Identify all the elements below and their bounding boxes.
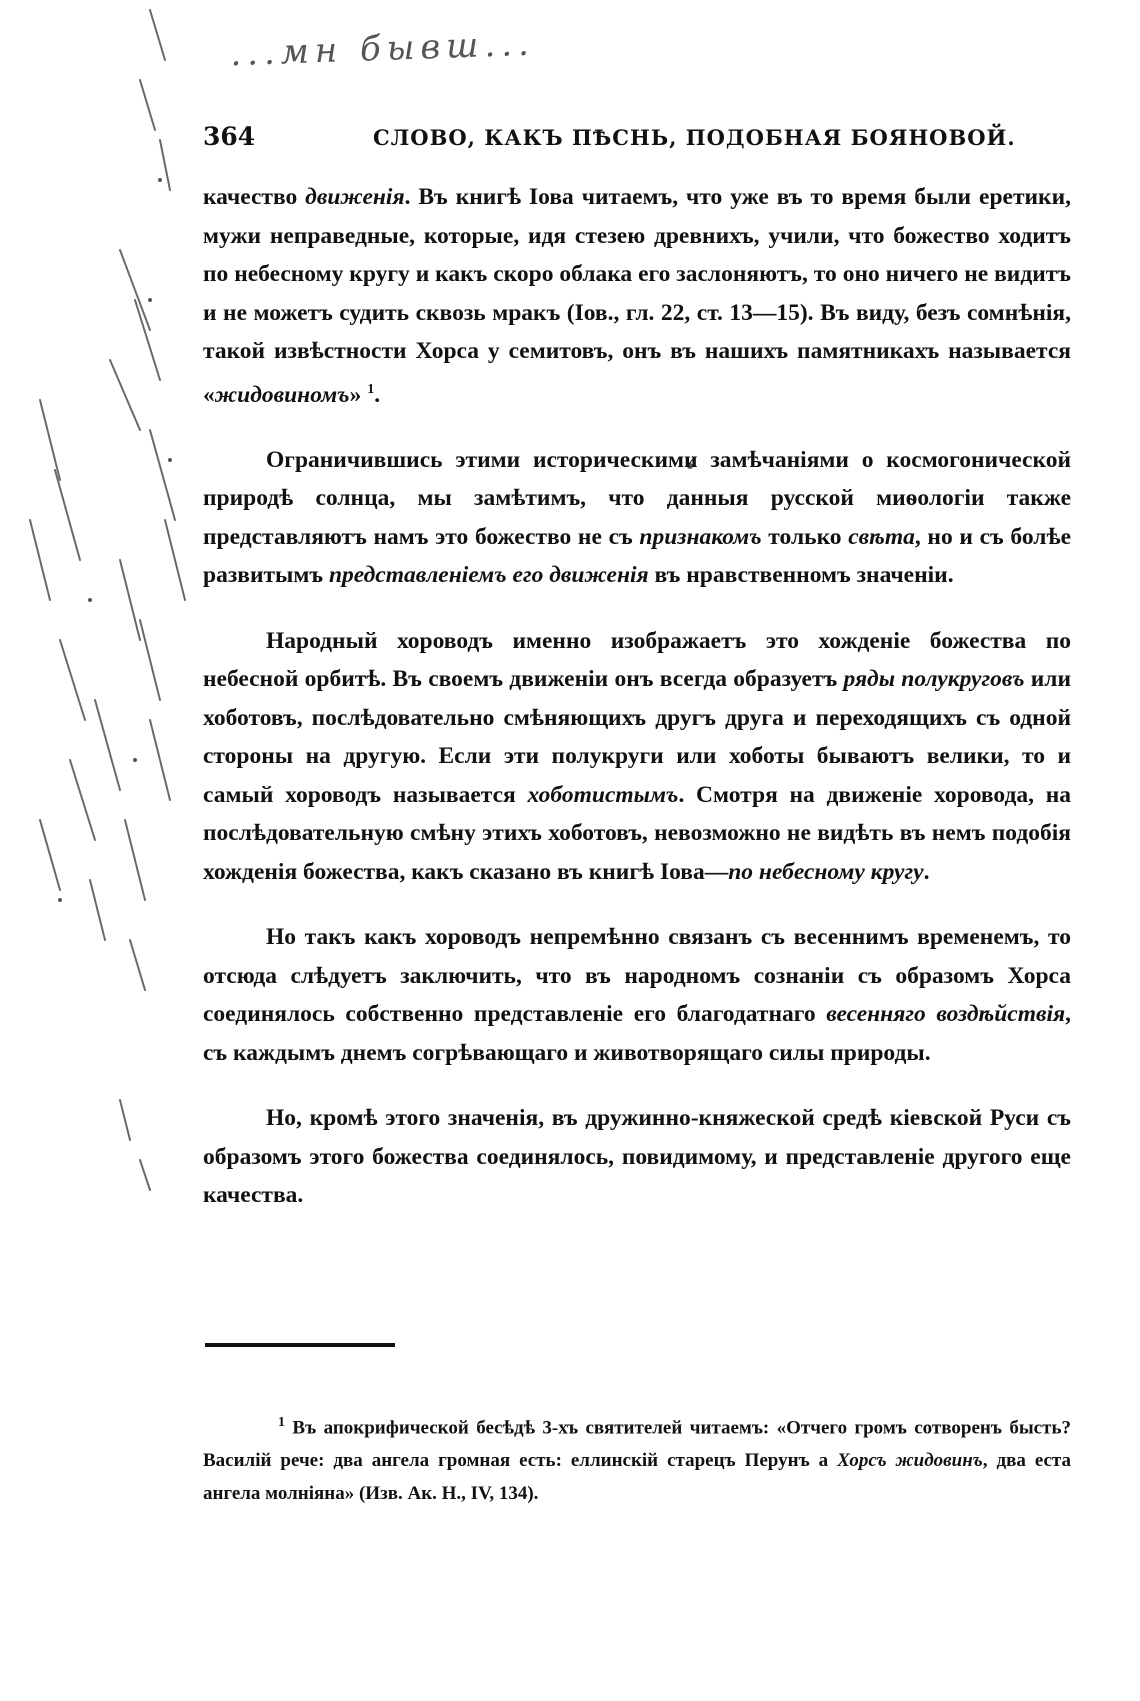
- emphasis-text: признакомъ: [639, 523, 762, 550]
- text-run: Но, кромѣ этого значенія, въ дружинно-княжеской средѣ кіевской Руси съ образомъ этого божества соединялось, повидимому, и представленіе другого еще качества.: [203, 1105, 1071, 1209]
- emphasis-text: Хорсъ жидовинъ: [837, 1450, 983, 1472]
- text-run: , два еста ангела молніяна» (Изв. Ак. Н., IV, 134).: [203, 1450, 1071, 1505]
- text-run: . Въ книгѣ Іова читаемъ, что уже въ то время были еретики, мужи неправедные, которые, идя стезею древнихъ, учили, что божество ходитъ по небесному кругу и какъ скоро облака его заслоняютъ, то оно ничего не видитъ и не можетъ судить сквозь мракъ (Іов., гл. 22, ст. 13—15). Въ виду, безъ сомнѣнія, такой извѣстности Хорса у семитовъ, онъ въ нашихъ памятникахъ называется «: [203, 184, 1071, 408]
- text-run: Но такъ какъ хороводъ непремѣнно связанъ съ весеннимъ временемъ, то отсюда слѣдуетъ заключить, что въ народномъ сознаніи съ образомъ Хорса соединялось собственно представленіе его благодатнаго: [203, 924, 1071, 1028]
- emphasis-text: весенняго воздѣйствія: [826, 1001, 1066, 1028]
- text-run: Народный хороводъ именно изображаетъ это хожденіе божества по небесной орбитѣ. Въ своемъ движеніи онъ всегда образуетъ: [203, 627, 1071, 693]
- text-run: или хоботовъ, послѣдовательно смѣняющихъ другъ друга и переходящихъ съ одной стороны на другую. Если эти полукруги или хоботы бываютъ велики, то и самый хороводъ называется: [203, 666, 1072, 808]
- footnote: [203, 1406, 1071, 1510]
- emphasis-text: хоботистымъ: [527, 781, 679, 808]
- handwritten-note: ...мн бывш...: [229, 23, 536, 75]
- body-text: [203, 178, 1071, 1215]
- text-run: »: [349, 381, 368, 408]
- paragraph: [203, 1099, 1071, 1215]
- paragraph: [203, 178, 1071, 414]
- emphasis-text: ряды полукруговъ: [843, 666, 1025, 693]
- paragraph: [203, 622, 1071, 892]
- text-run: .: [374, 381, 381, 408]
- page-number: 364: [203, 122, 256, 151]
- text-run: только: [761, 523, 849, 550]
- paragraph: [203, 441, 1071, 595]
- emphasis-text: движенія: [305, 184, 405, 210]
- text-run: Ограничившись этими историческими замѣчаніями о космогонической природѣ солнца, мы замѣтимъ, что данныя русской миѳологіи также представляютъ намъ это божество не съ: [203, 446, 1071, 550]
- paragraph: [203, 918, 1071, 1072]
- emphasis-text: жидовиномъ: [214, 381, 350, 408]
- text-run: .: [923, 858, 930, 885]
- emphasis-text: свѣта: [848, 523, 915, 550]
- emphasis-text: представленіемъ его движенія: [328, 562, 649, 589]
- text-run: , съ каждымъ днемъ согрѣвающаго и животворящаго силы природы.: [203, 1001, 1071, 1066]
- text-run: качество: [203, 184, 306, 210]
- footnote-marker: 1: [367, 381, 375, 397]
- text-run: Въ апокрифической бесѣдѣ 3-хъ святителей читаемъ: «Отчего громъ сотворенъ бысть? Василій рече: два ангела громная есть: еллинскій старецъ Перунъ а: [203, 1417, 1071, 1472]
- page-header: [203, 122, 1073, 162]
- running-title: СЛОВО, КАКЪ ПѢСНЬ, ПОДОБНАЯ БОЯНОВОЙ.: [373, 125, 1016, 150]
- emphasis-text: по небесному кругу: [728, 858, 924, 885]
- footnote-divider: [205, 1343, 395, 1347]
- text-run: , но и съ болѣе развитымъ: [203, 523, 1072, 589]
- footnote-marker: 1: [278, 1415, 285, 1430]
- text-run: . Смотря на движеніе хоровода, на послѣдовательную смѣну этихъ хоботовъ, невозможно не видѣть въ немъ подобія хожденія божества, какъ сказано въ книгѣ Іова—: [203, 781, 1071, 885]
- text-run: въ нравственномъ значеніи.: [648, 562, 954, 589]
